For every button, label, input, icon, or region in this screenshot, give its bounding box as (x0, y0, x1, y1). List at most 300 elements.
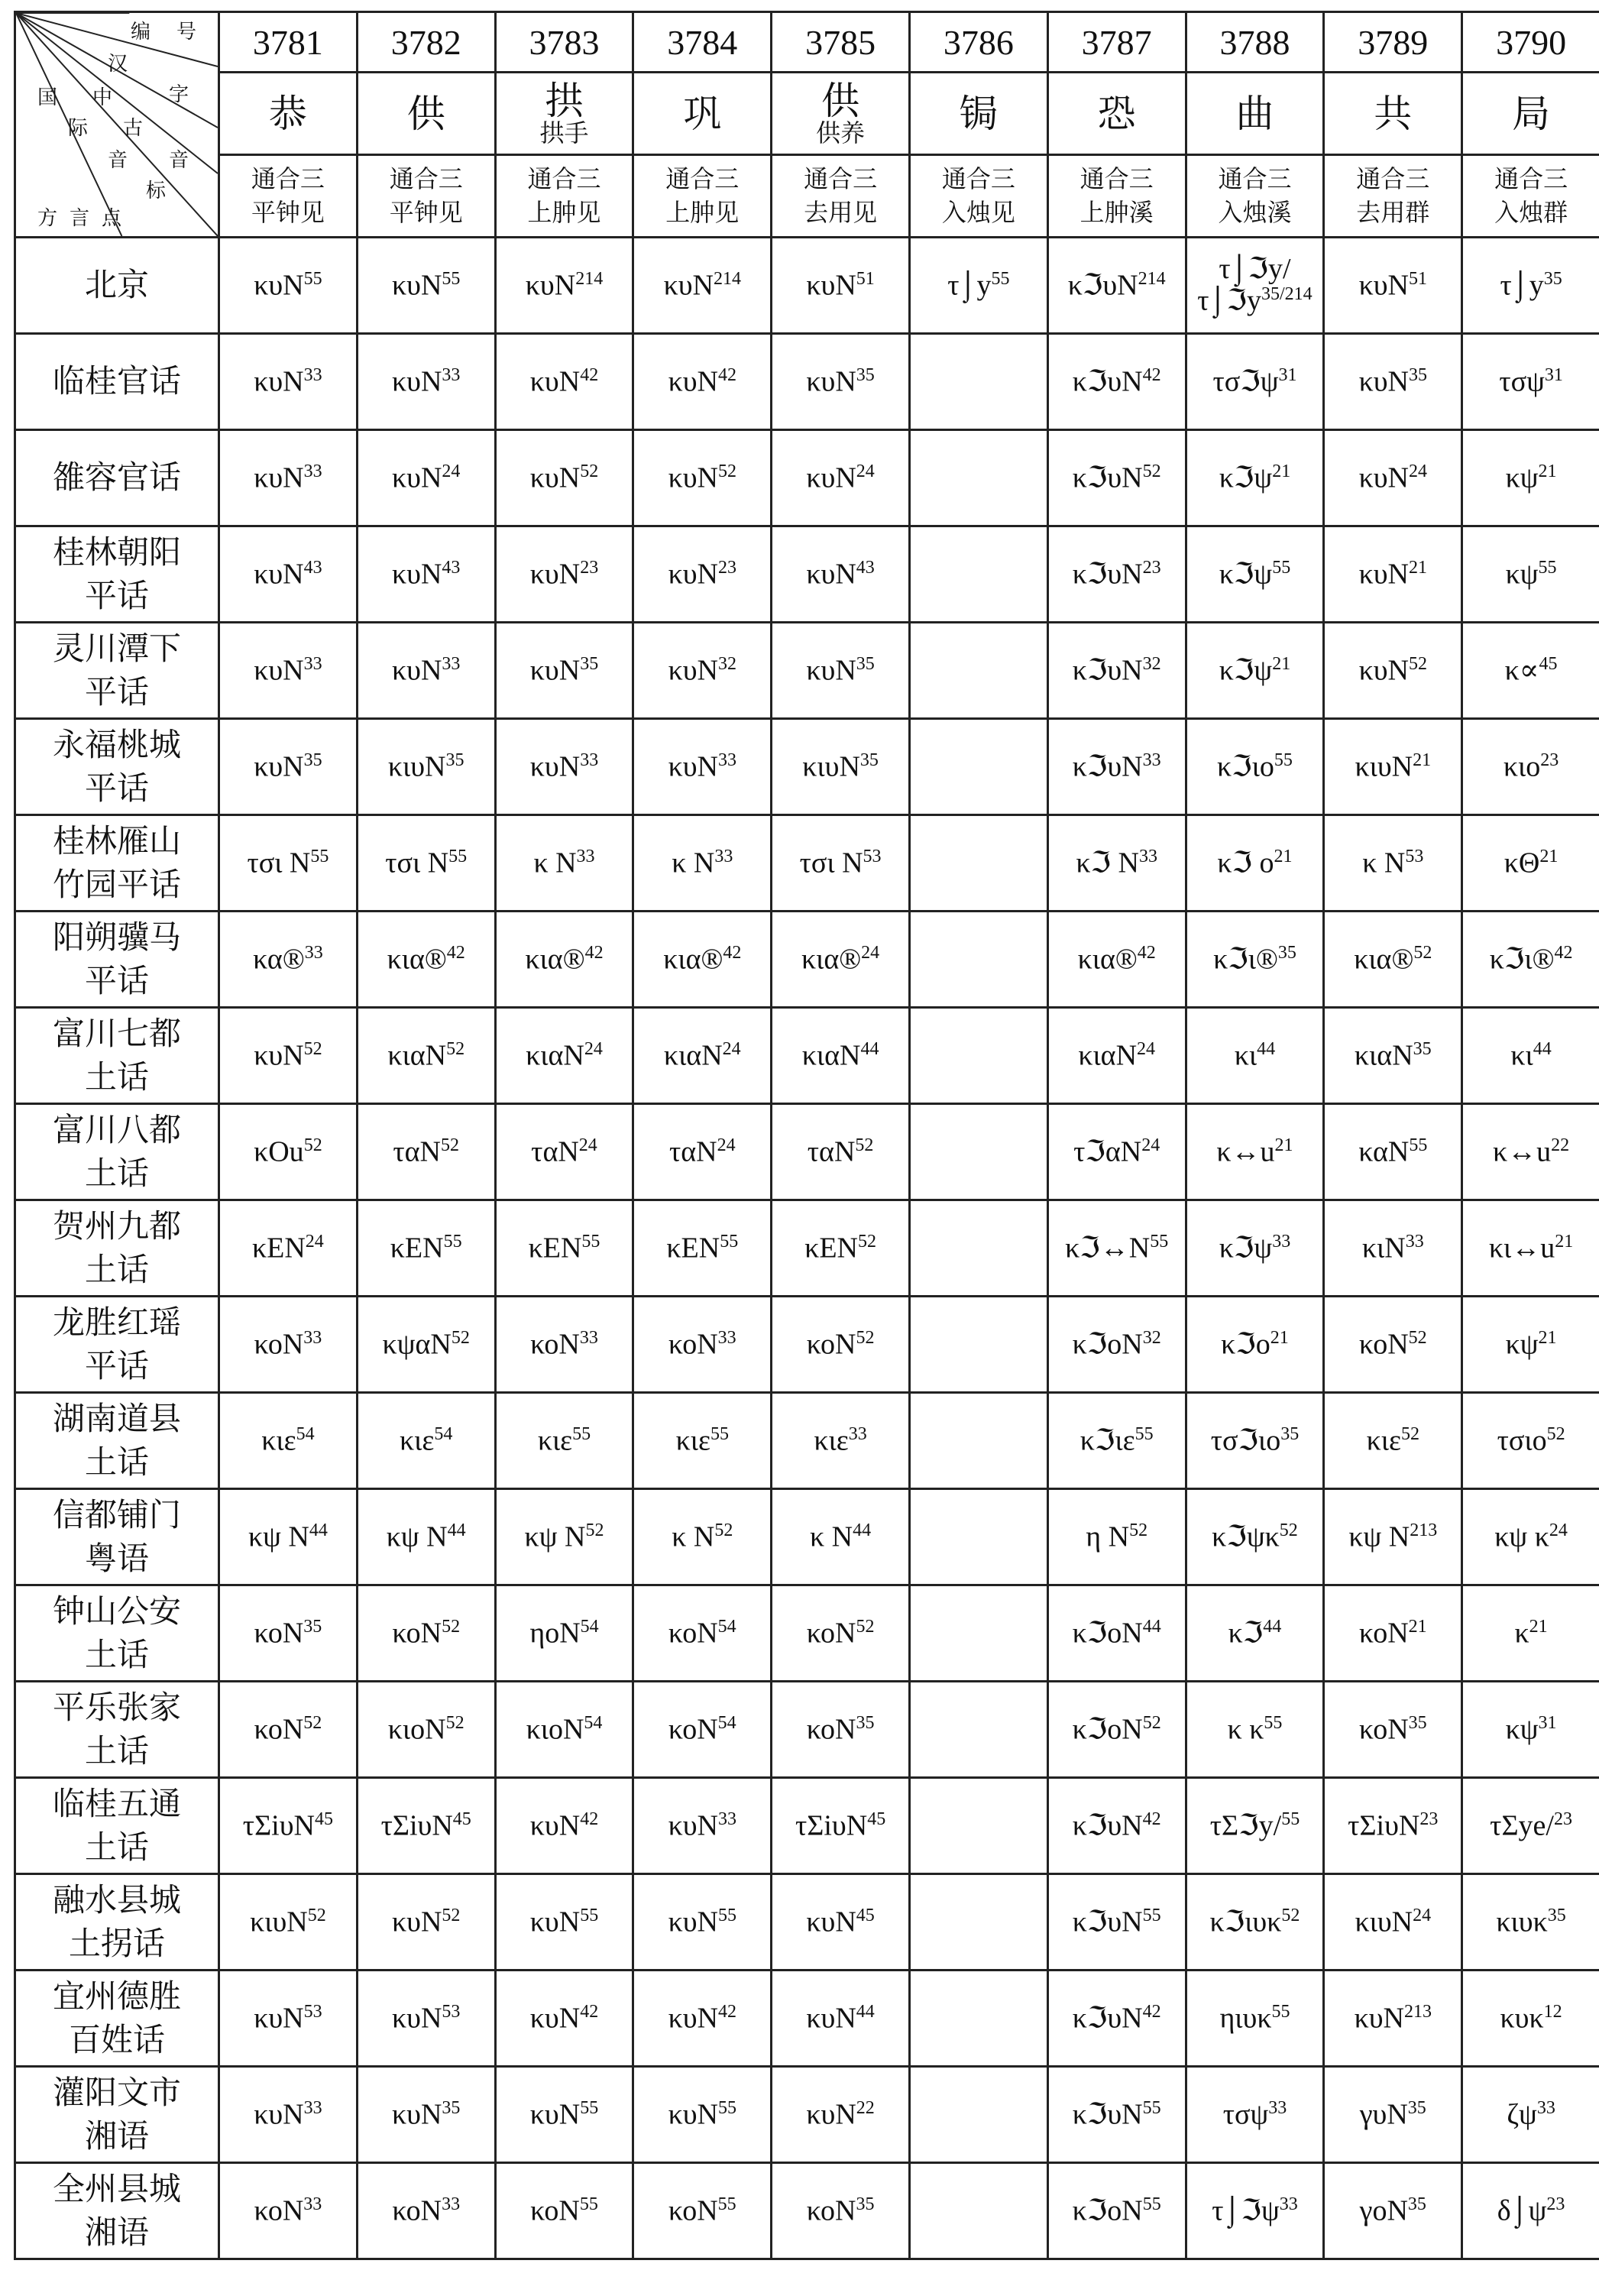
pronunciation-cell (1047, 1682, 1186, 1778)
tone-number: 33 (576, 846, 595, 866)
tone-number: 55 (1142, 2097, 1161, 2118)
pronunciation-cell (357, 1104, 495, 1200)
ipa-text: τσιο (1497, 1424, 1547, 1457)
pronunciation-cell (633, 1778, 772, 1874)
ipa-text: κοN (668, 2194, 718, 2227)
tone-number: 42 (1142, 364, 1161, 385)
pronunciation-cell (1047, 1200, 1186, 1297)
ipa-text: κυN (529, 1906, 581, 1938)
ipa-text: κυN (806, 269, 856, 302)
number-cell: 3784 (633, 12, 772, 73)
ipa-text: τσι N (247, 847, 311, 879)
char-sub: 拱手 (539, 119, 589, 147)
pronunciation-cell (219, 1874, 358, 1971)
ipa-text: κEN (390, 1232, 444, 1265)
ipa-text: ηιυκ (1219, 2002, 1272, 2035)
tone-number: 33 (1142, 750, 1161, 770)
pronunciation-cell (633, 719, 772, 815)
ipa-text: κοN (806, 1713, 856, 1746)
pronunciation-cell (909, 2163, 1047, 2259)
place-name-line: 雒容官话 (52, 458, 181, 497)
char-cell (1186, 73, 1324, 155)
pronunciation-cell (1186, 1585, 1324, 1682)
pronunciation-cell (357, 2163, 495, 2259)
pronunciation-cell (219, 623, 358, 719)
pronunciation-cell (495, 815, 633, 912)
pronunciation-cell (495, 526, 633, 623)
ipa-text: κιε (261, 1424, 296, 1457)
mc-cell (1324, 155, 1462, 238)
place-name-line: 平话 (84, 672, 149, 711)
ipa-text: κ N (672, 1520, 715, 1553)
tone-number: 43 (856, 557, 875, 578)
place-name-line: 北京 (84, 266, 149, 304)
tone-number: 24 (305, 1231, 324, 1252)
ipa-text: κυN (668, 654, 718, 687)
pronunciation-cell (772, 334, 910, 430)
pronunciation-cell (1324, 1104, 1462, 1200)
corner-label: 中 (92, 86, 113, 109)
tone-number: 35 (856, 653, 875, 674)
place-cell (15, 1971, 219, 2067)
dialect-comparison-table (14, 11, 1599, 2260)
pronunciation-cell (1047, 1297, 1186, 1393)
tone-number: 12 (1543, 2001, 1562, 2022)
pronunciation-cell (1462, 1104, 1599, 1200)
table-row (15, 1200, 1599, 1297)
char-main: 锔 (959, 92, 998, 135)
tone-number: 52 (580, 461, 599, 481)
pronunciation-cell (1047, 1778, 1186, 1874)
tone-number: 51 (856, 268, 875, 289)
tone-number: 51 (1408, 268, 1427, 289)
tone-number: 52 (856, 1616, 875, 1637)
tone-number: 52 (1281, 1905, 1300, 1925)
tone-number: 42 (580, 364, 599, 385)
tone-number: 33 (714, 846, 733, 866)
ipa-text: κυN (529, 2098, 581, 2131)
pronunciation-cell (633, 912, 772, 1008)
ipa-text: κιαN (1354, 1039, 1413, 1072)
tone-number: 53 (863, 846, 882, 866)
tone-number: 52 (1413, 942, 1432, 963)
pronunciation-cell (909, 1971, 1047, 2067)
mc-line-1: 通合三 (527, 165, 601, 193)
pronunciation-cell (1462, 719, 1599, 815)
pronunciation-cell (772, 430, 910, 526)
tone-number: 35 (1543, 268, 1562, 289)
tone-number: 53 (442, 2001, 461, 2022)
tone-number: 32 (1142, 653, 1161, 674)
pronunciation-cell (495, 912, 633, 1008)
pronunciation-cell (633, 1008, 772, 1104)
place-name-line: 全州县城 (52, 2169, 181, 2207)
tone-number: 35 (859, 750, 879, 770)
pronunciation-cell (357, 1297, 495, 1393)
pronunciation-cell (1186, 2163, 1324, 2259)
tone-number: 21 (1272, 653, 1291, 674)
pronunciation-cell (1324, 1971, 1462, 2067)
ipa-text: κψ (1505, 1713, 1539, 1746)
ipa-text: κυN (529, 365, 581, 398)
ipa-text: κℑ ο (1217, 847, 1274, 879)
tone-number: 24 (1137, 1038, 1156, 1059)
tone-number: 22 (1551, 1135, 1570, 1155)
pronunciation-cell (909, 719, 1047, 815)
pronunciation-cell (772, 1297, 910, 1393)
mc-line-2: 上肿见 (665, 198, 740, 226)
pronunciation-cell (1047, 1104, 1186, 1200)
pronunciation-cell (219, 1297, 358, 1393)
pronunciation-cell (495, 1393, 633, 1489)
pronunciation-cell (1047, 815, 1186, 912)
ipa-text: κℑψ (1219, 461, 1273, 494)
table-row (15, 1585, 1599, 1682)
ipa-text: γυN (1359, 2098, 1408, 2131)
ipa-text: κℑοN (1072, 1328, 1143, 1361)
ipa-text: κℑυN (1072, 2002, 1143, 2035)
ipa-text: κℑψ (1219, 558, 1273, 591)
pronunciation-cell (772, 1778, 910, 1874)
ipa-text: κιε (814, 1424, 849, 1457)
place-name-line: 钟山公安 (52, 1592, 181, 1630)
ipa-text: κιο (1503, 750, 1541, 783)
table-row (15, 1874, 1599, 1971)
ipa-text: κυN (1358, 365, 1409, 398)
place-name-line: 龙胜红瑶 (52, 1303, 181, 1341)
pronunciation-cell (909, 1200, 1047, 1297)
place-cell (15, 430, 219, 526)
tone-number: 44 (853, 1520, 872, 1540)
tone-number: 33 (304, 942, 323, 963)
corner-label: 编 (131, 21, 151, 44)
pronunciation-cell (357, 1393, 495, 1489)
tone-number: 21 (1413, 750, 1432, 770)
ipa-text: κοN (392, 2194, 442, 2227)
pronunciation-cell (909, 815, 1047, 912)
mc-line-2: 入烛溪 (1218, 198, 1292, 226)
pronunciation-cell (495, 1585, 633, 1682)
pronunciation-cell (495, 2163, 633, 2259)
corner-label: 古 (123, 117, 144, 140)
pronunciation-cell (495, 719, 633, 815)
pronunciation-cell (909, 912, 1047, 1008)
ipa-text: κυN (668, 461, 718, 494)
pronunciation-cell (1186, 719, 1324, 815)
pronunciation-cell (909, 430, 1047, 526)
place-name-line: 平话 (84, 769, 149, 807)
tone-number: 35 (1407, 2194, 1426, 2214)
tone-number: 55 (720, 1231, 739, 1252)
ipa-text: κυN (391, 2098, 442, 2131)
pronunciation-cell (772, 526, 910, 623)
pronunciation-cell (495, 1682, 633, 1778)
place-name-line: 粤语 (84, 1539, 149, 1577)
ipa-text: κοN (254, 2194, 304, 2227)
tone-number: 33 (303, 2194, 322, 2214)
char-cell (495, 73, 633, 155)
tone-number: 21 (1555, 1231, 1574, 1252)
ipa-text: κℑυN (1072, 654, 1143, 687)
pronunciation-cell (633, 334, 772, 430)
ipa-text: κιυκ (1496, 1906, 1548, 1938)
tone-number: 52 (307, 1905, 326, 1925)
tone-number: 35 (856, 2194, 875, 2214)
place-name-line: 永福桃城 (52, 725, 181, 763)
pronunciation-cell (1047, 526, 1186, 623)
place-cell (15, 334, 219, 430)
pronunciation-cell (1462, 1297, 1599, 1393)
ipa-text: κυN (391, 2002, 442, 2035)
tone-number: 44 (1142, 1616, 1161, 1637)
ipa-text: κοN (1358, 1328, 1409, 1361)
mc-line-2: 上肿溪 (1079, 198, 1154, 226)
ipa-text: κυN (254, 558, 304, 591)
pronunciation-cell (357, 1585, 495, 1682)
place-name-line: 贺州九都 (52, 1206, 181, 1245)
ipa-text: κοN (668, 1328, 718, 1361)
pronunciation-cell (1462, 1200, 1599, 1297)
tone-number: 24 (717, 1135, 736, 1155)
pronunciation-cell (772, 1008, 910, 1104)
tone-number: 52 (1408, 653, 1427, 674)
ipa-text: κEN (251, 1232, 306, 1265)
ipa-text: κEN (528, 1232, 582, 1265)
ipa-text: κψ κ (1494, 1520, 1549, 1553)
tone-number: 55 (1274, 750, 1293, 770)
ipa-text: κυN (663, 269, 714, 302)
ipa-text: τ⌡y (1500, 269, 1544, 302)
pronunciation-cell (495, 1008, 633, 1104)
tone-number: 55 (572, 1423, 591, 1444)
ipa-text: κℑιο (1217, 750, 1274, 783)
place-name-line: 土话 (84, 1250, 149, 1288)
tone-number: 35 (442, 2097, 461, 2118)
pronunciation-cell (633, 1297, 772, 1393)
place-name-line: 桂林朝阳 (52, 533, 181, 571)
tone-number: 35 (856, 364, 875, 385)
tone-number: 31 (1278, 364, 1297, 385)
pronunciation-cell (772, 1489, 910, 1585)
tone-number: 52 (451, 1327, 470, 1348)
tone-number: 21 (1539, 846, 1559, 866)
ipa-text: κ N (810, 1520, 853, 1553)
ipa-text: τσℑιο (1210, 1424, 1281, 1457)
place-name-line: 湘语 (84, 2116, 149, 2155)
pronunciation-cell (772, 1104, 910, 1200)
place-cell (15, 238, 219, 334)
pronunciation-cell (909, 238, 1047, 334)
ipa-text: τΣℑy/ (1209, 1809, 1282, 1842)
place-cell (15, 1393, 219, 1489)
pronunciation-cell (495, 238, 633, 334)
ipa-text: κυN (254, 269, 304, 302)
pronunciation-cell (772, 1874, 910, 1971)
ipa-text: ταN (668, 1135, 717, 1168)
place-cell (15, 719, 219, 815)
place-name-line: 富川八都 (52, 1110, 181, 1148)
char-cell (1462, 73, 1599, 155)
place-name-line: 土话 (84, 1057, 149, 1096)
pronunciation-cell (1324, 815, 1462, 912)
tone-number: 33 (580, 750, 599, 770)
ipa-text: τ⌡ℑy/τ⌡ℑy (1197, 252, 1291, 317)
pronunciation-cell (633, 1585, 772, 1682)
ipa-text: κιαN (1078, 1039, 1138, 1072)
pronunciation-cell (633, 1971, 772, 2067)
tone-number: 214 (575, 268, 604, 289)
tone-number: 21 (1270, 1327, 1289, 1348)
pronunciation-cell (1462, 815, 1599, 912)
ipa-text: κιε (400, 1424, 435, 1457)
ipa-text: κυN (806, 461, 856, 494)
pronunciation-cell (219, 430, 358, 526)
tone-number: 55 (717, 2097, 736, 2118)
tone-number: 53 (1405, 846, 1424, 866)
tone-number: 45 (856, 1905, 875, 1925)
pronunciation-cell (1324, 1297, 1462, 1393)
pronunciation-cell (1047, 1971, 1186, 2067)
place-name-line: 土话 (84, 1731, 149, 1770)
corner-label: 标 (146, 180, 167, 202)
table-row (15, 1682, 1599, 1778)
tone-number: 35 (1413, 1038, 1432, 1059)
ipa-text: κια® (1354, 943, 1414, 976)
mc-line-2: 入烛见 (941, 198, 1015, 226)
tone-number: 33 (303, 2097, 322, 2118)
ipa-text: κψ N (524, 1520, 586, 1553)
pronunciation-cell (1462, 1393, 1599, 1489)
header-row-numbers (15, 12, 1599, 73)
ipa-text: κυN (1358, 269, 1409, 302)
pronunciation-cell (772, 815, 910, 912)
tone-number: 43 (442, 557, 461, 578)
place-name-line: 平乐张家 (52, 1688, 181, 1726)
ipa-text: κℑο (1221, 1328, 1270, 1361)
tone-number: 42 (584, 942, 604, 963)
pronunciation-cell (772, 1393, 910, 1489)
pronunciation-cell (495, 1297, 633, 1393)
ipa-text: κ κ (1227, 1713, 1264, 1746)
pronunciation-cell (909, 1104, 1047, 1200)
table-row (15, 1489, 1599, 1585)
tone-number: 55 (1271, 2001, 1290, 2022)
tone-number: 55 (717, 1905, 736, 1925)
ipa-text: κψ N (248, 1520, 309, 1553)
ipa-text: κυN (254, 365, 304, 398)
ipa-text: κυN (254, 2002, 304, 2035)
place-name-line: 平话 (84, 961, 149, 999)
char-cell (1324, 73, 1462, 155)
pronunciation-cell (219, 719, 358, 815)
tone-number: 21 (1408, 557, 1427, 578)
ipa-text: κℑοN (1072, 2194, 1143, 2227)
ipa-text: δ⌡ψ (1497, 2194, 1547, 2227)
pronunciation-cell (1186, 526, 1324, 623)
pronunciation-cell (1462, 430, 1599, 526)
char-main: 供 (406, 92, 445, 135)
tone-number: 52 (856, 1327, 875, 1348)
tone-number: 52 (1279, 1520, 1298, 1540)
pronunciation-cell (357, 719, 495, 815)
tone-number: 55 (1142, 2194, 1161, 2214)
corner-label: 音 (108, 149, 128, 172)
pronunciation-cell (357, 334, 495, 430)
ipa-text: τσι N (799, 847, 863, 879)
mc-cell (1462, 155, 1599, 238)
tone-number: 52 (442, 1616, 461, 1637)
pronunciation-cell (772, 1682, 910, 1778)
tone-number: 55 (443, 1231, 462, 1252)
tone-number: 52 (585, 1520, 604, 1540)
tone-number: 44 (1533, 1038, 1552, 1059)
tone-number: 45 (315, 1809, 333, 1829)
tone-number: 45 (867, 1809, 886, 1829)
pronunciation-cell (633, 1874, 772, 1971)
pronunciation-cell (357, 430, 495, 526)
ipa-text: ταN (807, 1135, 856, 1168)
ipa-text: κιυN (387, 750, 446, 783)
tone-number: 42 (580, 2001, 599, 2022)
char-sub: 供养 (816, 119, 866, 147)
place-name-line: 土话 (84, 1635, 149, 1673)
pronunciation-cell (357, 1874, 495, 1971)
ipa-text: κOu (254, 1135, 304, 1168)
pronunciation-cell (1324, 2163, 1462, 2259)
pronunciation-cell (1324, 1778, 1462, 1874)
place-name-line: 土话 (84, 1443, 149, 1481)
table-row (15, 912, 1599, 1008)
char-main: 共 (1374, 92, 1413, 135)
ipa-text: κΘ (1504, 847, 1540, 879)
tone-number: 45 (452, 1809, 471, 1829)
tone-number: 33 (717, 750, 736, 770)
pronunciation-cell (909, 623, 1047, 719)
tone-number: 31 (1538, 1712, 1557, 1733)
pronunciation-cell (1324, 2067, 1462, 2163)
pronunciation-cell (357, 2067, 495, 2163)
ipa-text: κυN (668, 2098, 718, 2131)
tone-number: 42 (717, 2001, 736, 2022)
tone-number: 33 (1536, 2097, 1555, 2118)
ipa-text: κυN (1358, 558, 1409, 591)
ipa-text: κιυN (1355, 750, 1413, 783)
tone-number: 55 (991, 268, 1010, 289)
ipa-text: κι↔u (1488, 1232, 1555, 1265)
tone-number: 35 (1547, 1905, 1566, 1925)
tone-number: 33 (442, 2194, 461, 2214)
ipa-text: κυN (1354, 2002, 1404, 2035)
pronunciation-cell (772, 2067, 910, 2163)
place-cell (15, 1489, 219, 1585)
ipa-text: κEN (804, 1232, 858, 1265)
pronunciation-cell (495, 334, 633, 430)
place-name-line: 桂林雁山 (52, 821, 181, 860)
tone-number: 42 (446, 942, 465, 963)
ipa-text: κℑψκ (1212, 1520, 1280, 1553)
pronunciation-cell (1186, 1682, 1324, 1778)
pronunciation-cell (1462, 1971, 1599, 2067)
mc-cell (1047, 155, 1186, 238)
tone-number: 54 (717, 1616, 736, 1637)
ipa-text: κυN (806, 1906, 856, 1938)
number-cell: 3782 (357, 12, 495, 73)
pronunciation-cell (909, 1874, 1047, 1971)
mc-line-1: 通合三 (1494, 165, 1568, 193)
ipa-text: κℑοN (1072, 1713, 1143, 1746)
pronunciation-cell (219, 1682, 358, 1778)
place-cell (15, 1585, 219, 1682)
